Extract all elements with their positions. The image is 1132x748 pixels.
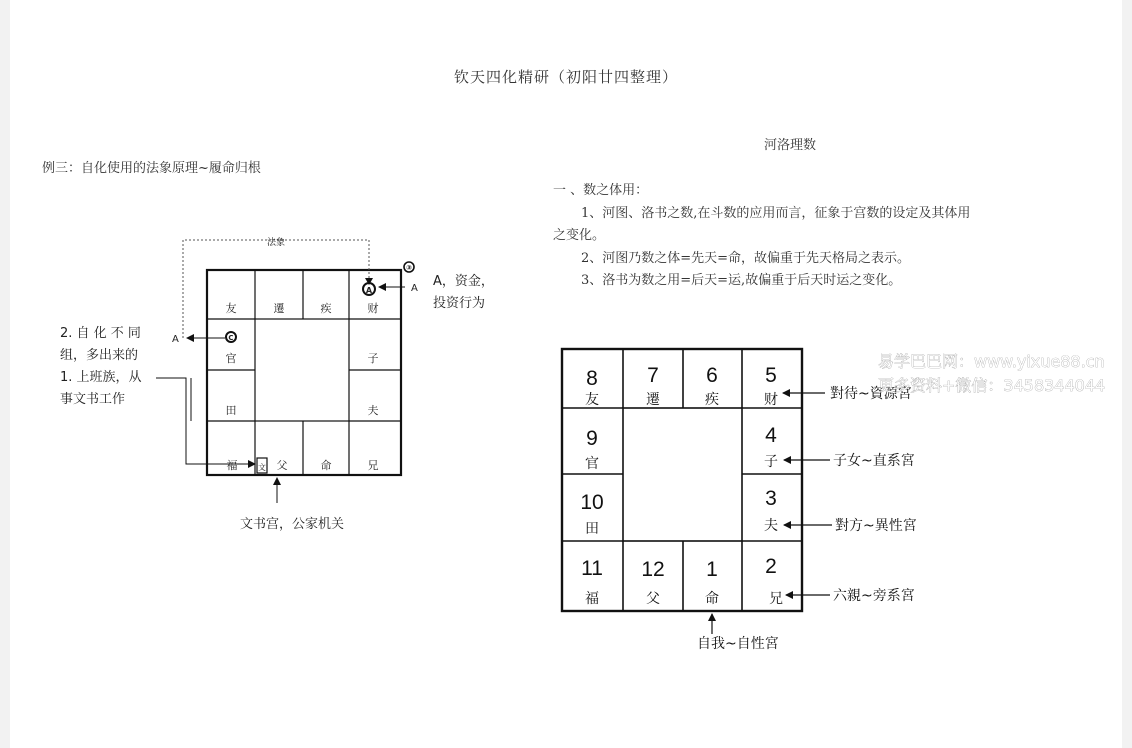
palace-xiong: 兄 [769, 591, 783, 607]
label-a-left: A [172, 334, 179, 345]
num-7: 7 [647, 364, 659, 387]
palace-fu-father: 父 [646, 591, 660, 607]
num-1: 1 [706, 558, 718, 581]
palace-zi: 子 [764, 454, 778, 470]
left-outer-frame [207, 270, 401, 475]
svg-text:C: C [228, 334, 234, 342]
left-inner-box [255, 319, 349, 421]
bottom-note: 文书宫，公家机关 [240, 517, 345, 532]
palace-guan: 官 [585, 456, 599, 472]
faxiang-label: 法象 [266, 238, 286, 248]
palace-ming: 命 [705, 591, 719, 607]
cell-cai: 财 [367, 302, 379, 315]
num-9: 9 [586, 427, 598, 450]
circled-3-label: ③ [406, 264, 412, 272]
left-heading: 例三：自化使用的法象原理~履命归根 [42, 161, 261, 176]
label-liuqin-pangxi: 六親~旁系宮 [833, 588, 915, 604]
note-a-line1: A，资金， [433, 274, 494, 289]
label-cai-ziyuan: 對待~資源宮 [830, 386, 912, 402]
cell-qian: 遷 [273, 302, 285, 315]
svg-text:A: A [365, 286, 373, 295]
num-12: 12 [641, 558, 665, 581]
cell-zi: 子 [367, 352, 379, 365]
page-title: 钦天四化精研（初阳廿四整理） [453, 68, 678, 86]
para-2: 2、河图乃数之体=先天=命，故偏重于先天格局之表示。 [581, 251, 911, 266]
num-10: 10 [580, 491, 604, 514]
num-6: 6 [706, 364, 718, 387]
palace-fu-spouse: 夫 [764, 518, 778, 534]
num-5: 5 [765, 364, 777, 387]
note-left-line3: 1. 上班族，从 [60, 370, 142, 385]
cell-tian: 田 [225, 404, 237, 417]
section-heading: 一 、数之体用： [553, 183, 649, 198]
cell-fu-spouse: 夫 [367, 404, 379, 417]
faxiang-dotted-path [183, 240, 369, 338]
note-left-line4: 事文书工作 [60, 392, 126, 407]
right-hetu-diagram [562, 349, 1105, 652]
right-inner-box [623, 408, 742, 541]
label-duifang-yixing: 對方~異性宮 [835, 518, 917, 534]
num-11: 11 [581, 557, 603, 580]
num-3: 3 [765, 487, 777, 510]
cell-ji: 疾 [320, 302, 332, 315]
right-heading: 河洛理数 [764, 138, 817, 153]
palace-ji: 疾 [705, 392, 719, 408]
para-1: 1、河图、洛书之数,在斗数的应用而言，征象于宫数的设定及其体用 [581, 206, 971, 221]
watermark-line2: 更多资料+微信：3458344044 [878, 376, 1106, 395]
watermark-line1: 易学巴巴网：www.yixue88.cn [878, 352, 1105, 371]
note-left-line2: 组，多出来的 [60, 348, 139, 363]
para-3: 3、洛书为数之用=后天=运,故偏重于后天时运之变化。 [581, 273, 902, 288]
cell-you: 友 [225, 302, 237, 315]
cell-ming: 命 [320, 459, 332, 472]
palace-qian: 遷 [646, 392, 660, 408]
cell-fu-blessing: 福 [226, 459, 238, 472]
cell-fu-father: 父 [276, 459, 288, 472]
label-ziwo-zixing: 自我~自性宮 [697, 636, 779, 652]
num-4: 4 [765, 424, 777, 447]
cell-xiong: 兄 [367, 459, 379, 472]
cell-guan: 官 [225, 352, 237, 365]
left-palace-diagram [60, 236, 494, 532]
palace-tian: 田 [585, 521, 599, 537]
para-1-cont: 之变化。 [553, 228, 606, 243]
palace-fu-blessing: 福 [585, 591, 599, 607]
palace-you: 友 [585, 392, 599, 408]
note-left-line1: 2. 自 化 不 同 [60, 326, 141, 341]
label-a-right: A [411, 283, 418, 294]
num-8: 8 [586, 367, 598, 390]
label-zinv-zhixi: 子女~直系宮 [833, 453, 915, 469]
palace-cai: 财 [764, 392, 778, 408]
num-2: 2 [765, 555, 777, 578]
note-a-line2: 投资行为 [433, 296, 486, 311]
wen-marker-text: 文 [258, 463, 266, 472]
